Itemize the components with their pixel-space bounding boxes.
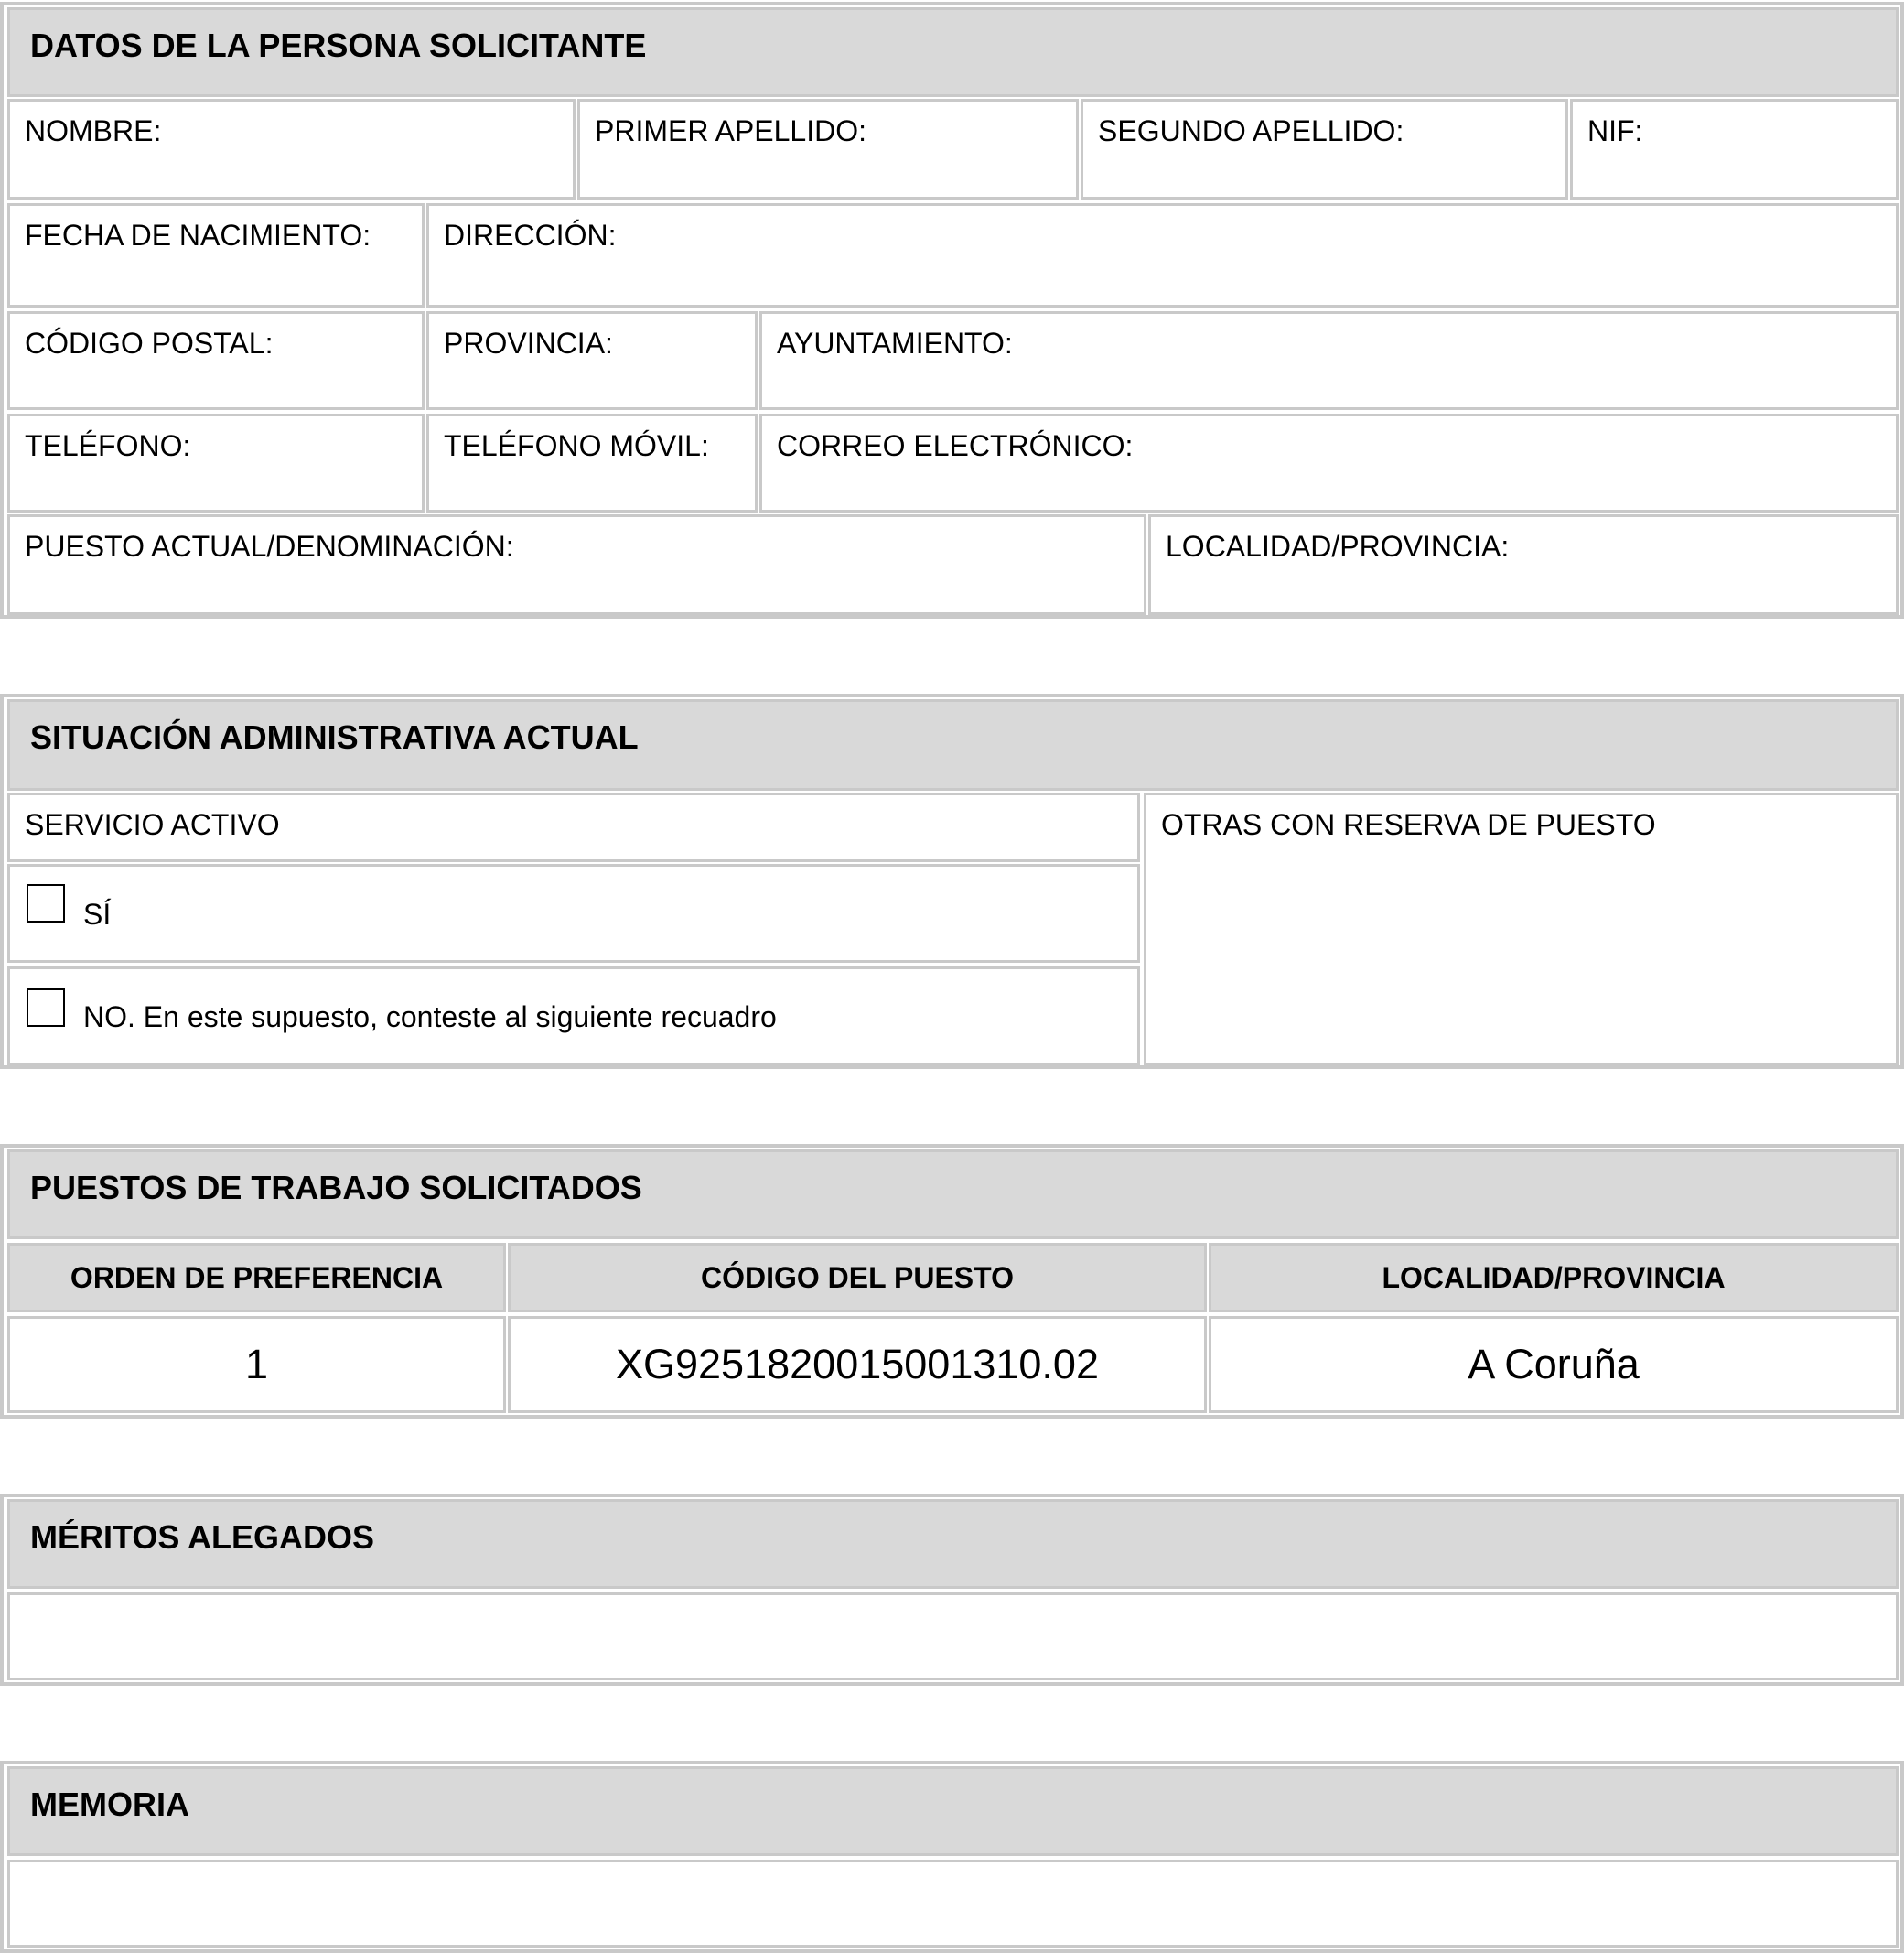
field-segundo-apellido[interactable] [1081,99,1568,200]
checkbox-si[interactable] [27,884,65,923]
field-label: NOMBRE: [25,114,162,147]
field-direccion[interactable] [426,203,1899,308]
field-label: DIRECCIÓN: [444,219,617,252]
field-ayuntamiento[interactable] [759,311,1899,410]
field-label: SEGUNDO APELLIDO: [1098,114,1404,147]
applicant-data-header [7,7,1899,97]
applicant-data-section [0,2,1904,619]
field-primer-apellido[interactable] [577,99,1079,200]
table-cell-codigo: XG9251820015001310.02 [508,1316,1207,1413]
section-title: MÉRITOS ALEGADOS [30,1518,375,1556]
merits-input-area[interactable] [7,1592,1899,1680]
column-header-orden: ORDEN DE PREFERENCIA [7,1243,506,1312]
otras-reserva-puesto-cell[interactable] [1144,793,1899,1065]
field-localidad-provincia[interactable] [1148,514,1899,615]
field-label: TELÉFONO: [25,429,191,462]
field-label: AYUNTAMIENTO: [777,327,1013,360]
section-title: MEMORIA [30,1786,189,1823]
field-label: LOCALIDAD/PROVINCIA: [1166,530,1510,563]
requested-positions-section [0,1144,1904,1419]
field-telefono-movil[interactable] [426,414,758,513]
field-fecha-nacimiento[interactable] [7,203,425,308]
field-codigo-postal[interactable] [7,311,425,410]
requested-positions-header [7,1149,1899,1239]
checkbox-no[interactable] [27,988,65,1027]
option-si[interactable] [7,864,1140,963]
checkbox-label: SÍ [83,898,112,931]
field-nombre[interactable] [7,99,576,200]
field-puesto-actual[interactable] [7,514,1146,615]
field-label: TELÉFONO MÓVIL: [444,429,709,462]
section-title: PUESTOS DE TRABAJO SOLICITADOS [30,1169,642,1206]
column-header-localidad: LOCALIDAD/PROVINCIA [1209,1243,1899,1312]
field-telefono[interactable] [7,414,425,513]
field-label: PRIMER APELLIDO: [595,114,866,147]
memoria-header [7,1766,1899,1856]
section-title: SITUACIÓN ADMINISTRATIVA ACTUAL [30,718,639,756]
merits-section [0,1494,1904,1686]
field-correo-electronico[interactable] [759,414,1899,513]
field-label: NIF: [1587,114,1643,147]
field-label: PUESTO ACTUAL/DENOMINACIÓN: [25,530,514,563]
administrative-status-section [0,694,1904,1069]
section-title: DATOS DE LA PERSONA SOLICITANTE [30,27,647,64]
field-label: FECHA DE NACIMIENTO: [25,219,371,252]
merits-header [7,1499,1899,1589]
field-provincia[interactable] [426,311,758,410]
checkbox-label: NO. En este supuesto, conteste al siguiente recuadro [83,1000,777,1033]
field-label: SERVICIO ACTIVO [25,808,280,841]
table-cell-orden: 1 [7,1316,506,1413]
field-label: OTRAS CON RESERVA DE PUESTO [1161,808,1656,841]
column-header-codigo: CÓDIGO DEL PUESTO [508,1243,1207,1312]
administrative-status-header [7,699,1899,791]
memoria-input-area[interactable] [7,1860,1899,1948]
field-label: CORREO ELECTRÓNICO: [777,429,1134,462]
option-no[interactable] [7,966,1140,1065]
field-label: PROVINCIA: [444,327,613,360]
servicio-activo-label-cell [7,793,1140,862]
memoria-section [0,1761,1904,1953]
table-cell-localidad: A Coruña [1209,1316,1899,1413]
field-label: CÓDIGO POSTAL: [25,327,274,360]
field-nif[interactable] [1570,99,1899,200]
